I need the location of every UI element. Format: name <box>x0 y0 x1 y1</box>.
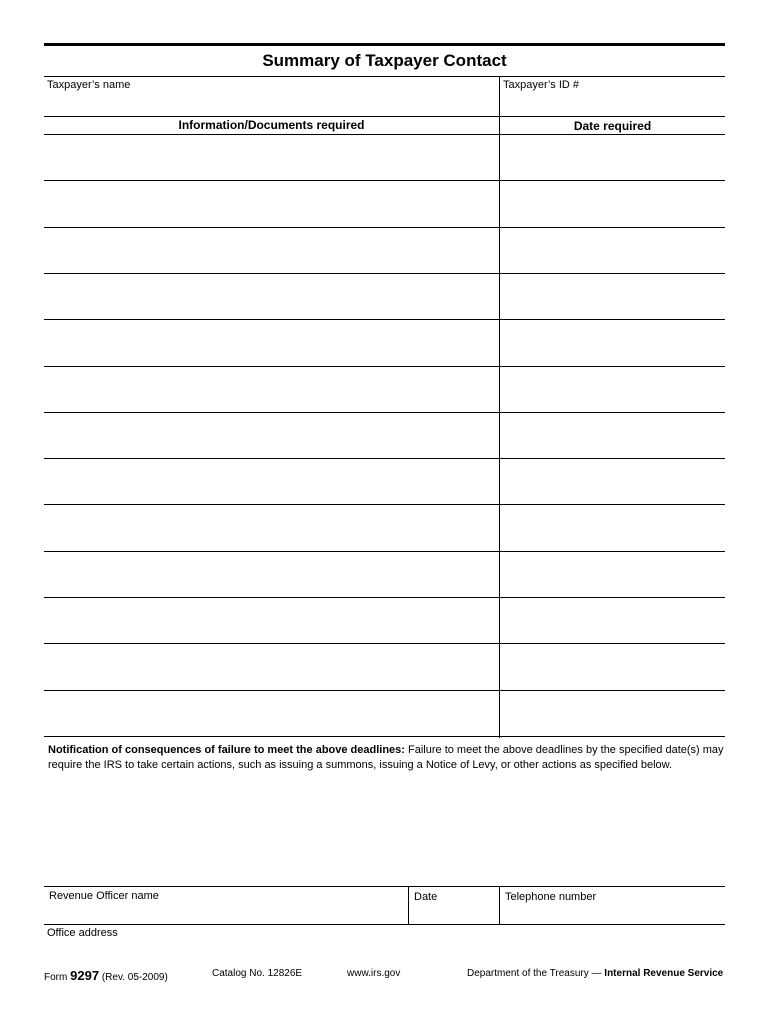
info-cell[interactable] <box>44 228 499 273</box>
info-cell[interactable] <box>44 459 499 504</box>
date-cell[interactable] <box>500 505 725 551</box>
date-field[interactable] <box>409 887 499 923</box>
taxpayer-name-field[interactable] <box>44 77 499 115</box>
form-prefix: Form <box>44 972 68 983</box>
taxpayer-name-label: Taxpayer’s name <box>47 79 131 91</box>
date-cell[interactable] <box>500 552 725 597</box>
date-column-header: Date required <box>573 119 652 133</box>
taxpayer-id-field[interactable] <box>500 77 725 115</box>
date-cell[interactable] <box>500 320 725 366</box>
form-id <box>44 968 168 983</box>
taxpayer-id-label: Taxpayer’s ID # <box>503 79 580 91</box>
website-link[interactable]: www.irs.gov <box>347 968 401 979</box>
date-cell[interactable] <box>500 135 725 180</box>
notification-heading: Notification of consequences of failure to meet the above deadlines: <box>48 744 405 756</box>
info-cell[interactable] <box>44 691 499 736</box>
form-revision: (Rev. 05-2009) <box>101 972 168 983</box>
info-cell[interactable] <box>44 181 499 227</box>
form-number: 9297 <box>70 968 100 983</box>
table-row-rule <box>44 736 725 737</box>
office-address-field[interactable] <box>44 925 725 955</box>
department-name: Department of the Treasury — <box>467 968 602 979</box>
telephone-label: Telephone number <box>505 891 597 903</box>
info-column-header: Information/Documents required <box>178 118 365 132</box>
officer-name-label: Revenue Officer name <box>49 890 159 902</box>
date-cell[interactable] <box>500 598 725 643</box>
notification-text <box>48 743 728 773</box>
info-cell[interactable] <box>44 274 499 319</box>
date-cell[interactable] <box>500 367 725 412</box>
telephone-field[interactable] <box>500 887 725 923</box>
info-cell[interactable] <box>44 320 499 366</box>
date-label: Date <box>414 891 438 903</box>
form-title: Summary of Taxpayer Contact <box>262 51 507 70</box>
date-cell[interactable] <box>500 228 725 273</box>
info-cell[interactable] <box>44 413 499 458</box>
info-cell[interactable] <box>44 598 499 643</box>
date-cell[interactable] <box>500 459 725 504</box>
date-cell[interactable] <box>500 644 725 690</box>
date-cell[interactable] <box>500 274 725 319</box>
info-cell[interactable] <box>44 644 499 690</box>
department-line <box>467 968 723 979</box>
officer-name-field[interactable] <box>44 887 408 923</box>
date-cell[interactable] <box>500 691 725 736</box>
top-rule <box>44 43 725 46</box>
info-cell[interactable] <box>44 367 499 412</box>
office-address-label: Office address <box>47 927 118 939</box>
taxpayer-row-rule <box>44 116 725 117</box>
date-cell[interactable] <box>500 181 725 227</box>
info-cell[interactable] <box>44 505 499 551</box>
agency-name: Internal Revenue Service <box>604 968 724 979</box>
catalog-number: Catalog No. 12826E <box>212 968 303 979</box>
notification-body: Failure to meet the above deadlines by the specified date(s) may require the IRS to take certain actions, such as issuing a summons, issuing a Notice of Levy, or other actions as specified below. <box>48 744 724 771</box>
info-cell[interactable] <box>44 135 499 180</box>
info-cell[interactable] <box>44 552 499 597</box>
date-cell[interactable] <box>500 413 725 458</box>
consequences-field[interactable] <box>44 775 725 885</box>
